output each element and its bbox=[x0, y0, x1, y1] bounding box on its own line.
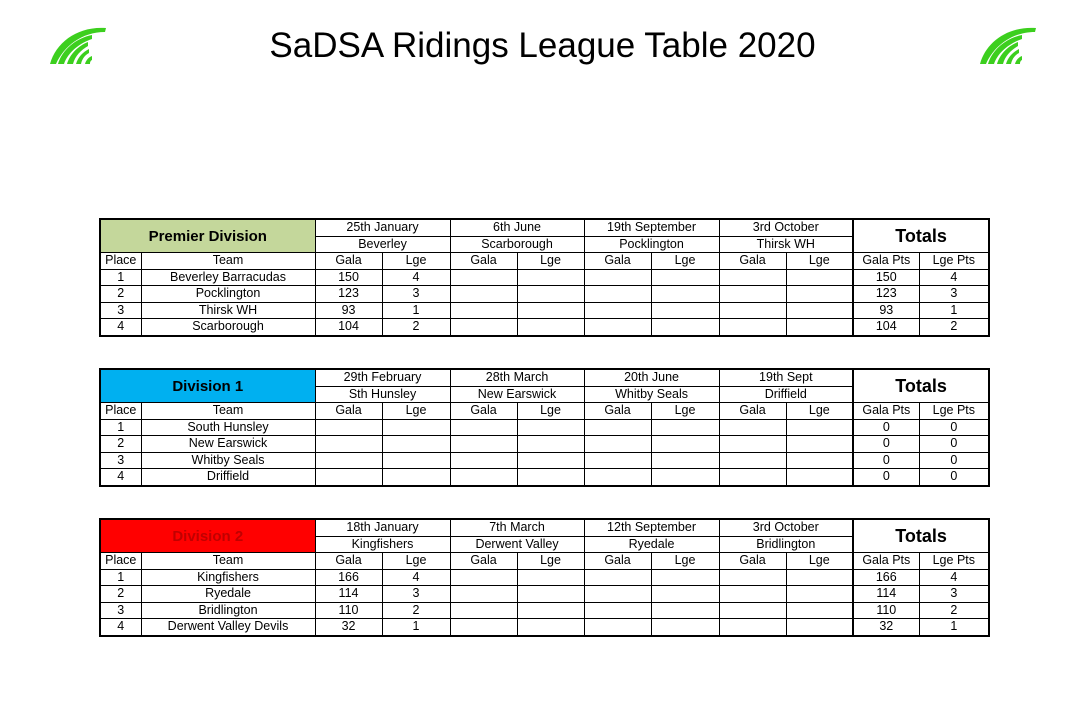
lge-cell: 2 bbox=[382, 319, 450, 336]
empty-cell bbox=[517, 469, 584, 486]
empty-cell bbox=[517, 286, 584, 303]
table-row bbox=[100, 569, 989, 586]
totals-header: Totals bbox=[853, 519, 989, 553]
gala-header: Gala bbox=[719, 403, 786, 420]
empty-cell bbox=[584, 436, 651, 453]
empty-cell bbox=[584, 286, 651, 303]
lge-cell: 4 bbox=[382, 269, 450, 286]
lge-pts-header: Lge Pts bbox=[919, 253, 989, 270]
lge-header: Lge bbox=[651, 403, 719, 420]
empty-cell bbox=[450, 286, 517, 303]
gala-cell bbox=[315, 469, 382, 486]
empty-cell bbox=[786, 602, 853, 619]
team-header: Team bbox=[141, 553, 315, 570]
lge-pts-cell: 0 bbox=[919, 469, 989, 486]
place-cell: 2 bbox=[100, 286, 141, 303]
team-cell: Bridlington bbox=[141, 602, 315, 619]
empty-cell bbox=[719, 452, 786, 469]
gala-header: Gala bbox=[719, 253, 786, 270]
empty-cell bbox=[517, 619, 584, 636]
place-cell: 1 bbox=[100, 569, 141, 586]
lge-cell: 2 bbox=[382, 602, 450, 619]
empty-cell bbox=[584, 586, 651, 603]
empty-cell bbox=[450, 452, 517, 469]
event-venue: Pocklington bbox=[584, 236, 719, 253]
gala-header: Gala bbox=[315, 253, 382, 270]
empty-cell bbox=[517, 269, 584, 286]
place-header: Place bbox=[100, 553, 141, 570]
table-row bbox=[100, 469, 989, 486]
empty-cell bbox=[651, 319, 719, 336]
table-row bbox=[100, 619, 989, 636]
empty-cell bbox=[450, 319, 517, 336]
table-row bbox=[100, 286, 989, 303]
empty-cell bbox=[517, 419, 584, 436]
table-row bbox=[100, 302, 989, 319]
table-row bbox=[100, 419, 989, 436]
place-cell: 3 bbox=[100, 302, 141, 319]
empty-cell bbox=[651, 586, 719, 603]
empty-cell bbox=[786, 319, 853, 336]
empty-cell bbox=[450, 619, 517, 636]
lge-header: Lge bbox=[651, 253, 719, 270]
empty-cell bbox=[651, 452, 719, 469]
event-venue: Derwent Valley bbox=[450, 536, 584, 553]
lge-pts-cell: 0 bbox=[919, 419, 989, 436]
gala-cell: 110 bbox=[315, 602, 382, 619]
gala-pts-cell: 93 bbox=[853, 302, 919, 319]
gala-cell: 32 bbox=[315, 619, 382, 636]
event-venue: Beverley bbox=[315, 236, 450, 253]
empty-cell bbox=[450, 302, 517, 319]
empty-cell bbox=[584, 269, 651, 286]
event-venue: Driffield bbox=[719, 386, 853, 403]
empty-cell bbox=[786, 286, 853, 303]
empty-cell bbox=[584, 619, 651, 636]
lge-header: Lge bbox=[382, 553, 450, 570]
empty-cell bbox=[450, 436, 517, 453]
div2-table bbox=[99, 518, 990, 637]
empty-cell bbox=[517, 586, 584, 603]
empty-cell bbox=[517, 302, 584, 319]
empty-cell bbox=[719, 419, 786, 436]
lge-cell bbox=[382, 436, 450, 453]
lge-cell bbox=[382, 419, 450, 436]
premier-table bbox=[99, 218, 990, 337]
empty-cell bbox=[719, 436, 786, 453]
lge-header: Lge bbox=[786, 253, 853, 270]
empty-cell bbox=[517, 602, 584, 619]
empty-cell bbox=[651, 419, 719, 436]
place-cell: 2 bbox=[100, 436, 141, 453]
lge-pts-cell: 2 bbox=[919, 319, 989, 336]
gala-pts-cell: 32 bbox=[853, 619, 919, 636]
empty-cell bbox=[450, 269, 517, 286]
gala-header: Gala bbox=[450, 403, 517, 420]
lge-pts-cell: 2 bbox=[919, 602, 989, 619]
gala-pts-cell: 110 bbox=[853, 602, 919, 619]
gala-cell bbox=[315, 452, 382, 469]
lge-cell: 4 bbox=[382, 569, 450, 586]
table-row bbox=[100, 436, 989, 453]
gala-cell: 114 bbox=[315, 586, 382, 603]
table-row bbox=[100, 269, 989, 286]
empty-cell bbox=[786, 302, 853, 319]
gala-header: Gala bbox=[315, 553, 382, 570]
division-name: Premier Division bbox=[100, 219, 315, 253]
empty-cell bbox=[584, 602, 651, 619]
team-cell: New Earswick bbox=[141, 436, 315, 453]
event-date: 19th September bbox=[584, 219, 719, 236]
lge-cell bbox=[382, 469, 450, 486]
team-cell: Ryedale bbox=[141, 586, 315, 603]
event-venue: Scarborough bbox=[450, 236, 584, 253]
empty-cell bbox=[450, 419, 517, 436]
empty-cell bbox=[584, 302, 651, 319]
gala-pts-cell: 166 bbox=[853, 569, 919, 586]
empty-cell bbox=[651, 569, 719, 586]
gala-header: Gala bbox=[450, 553, 517, 570]
team-cell: Beverley Barracudas bbox=[141, 269, 315, 286]
division-name: Division 1 bbox=[100, 369, 315, 403]
empty-cell bbox=[786, 586, 853, 603]
table-row bbox=[100, 452, 989, 469]
event-venue: Ryedale bbox=[584, 536, 719, 553]
empty-cell bbox=[719, 586, 786, 603]
gala-header: Gala bbox=[584, 253, 651, 270]
empty-cell bbox=[584, 419, 651, 436]
empty-cell bbox=[651, 602, 719, 619]
place-header: Place bbox=[100, 253, 141, 270]
empty-cell bbox=[450, 469, 517, 486]
empty-cell bbox=[584, 569, 651, 586]
empty-cell bbox=[719, 319, 786, 336]
place-cell: 4 bbox=[100, 619, 141, 636]
team-cell: Pocklington bbox=[141, 286, 315, 303]
lge-header: Lge bbox=[517, 403, 584, 420]
lge-cell: 1 bbox=[382, 302, 450, 319]
event-venue: Whitby Seals bbox=[584, 386, 719, 403]
event-date: 19th Sept bbox=[719, 369, 853, 386]
lge-header: Lge bbox=[517, 253, 584, 270]
gala-pts-cell: 0 bbox=[853, 419, 919, 436]
lge-header: Lge bbox=[517, 553, 584, 570]
event-date: 20th June bbox=[584, 369, 719, 386]
place-cell: 1 bbox=[100, 269, 141, 286]
empty-cell bbox=[786, 452, 853, 469]
empty-cell bbox=[651, 286, 719, 303]
team-cell: Driffield bbox=[141, 469, 315, 486]
division-name: Division 2 bbox=[100, 519, 315, 553]
gala-pts-header: Gala Pts bbox=[853, 253, 919, 270]
empty-cell bbox=[786, 619, 853, 636]
empty-cell bbox=[719, 569, 786, 586]
gala-cell: 104 bbox=[315, 319, 382, 336]
gala-pts-cell: 150 bbox=[853, 269, 919, 286]
team-cell: South Hunsley bbox=[141, 419, 315, 436]
event-venue: Sth Hunsley bbox=[315, 386, 450, 403]
team-cell: Thirsk WH bbox=[141, 302, 315, 319]
event-date: 7th March bbox=[450, 519, 584, 536]
lge-cell: 3 bbox=[382, 586, 450, 603]
place-cell: 4 bbox=[100, 319, 141, 336]
empty-cell bbox=[517, 569, 584, 586]
empty-cell bbox=[651, 436, 719, 453]
gala-pts-cell: 123 bbox=[853, 286, 919, 303]
event-date: 3rd October bbox=[719, 519, 853, 536]
empty-cell bbox=[719, 286, 786, 303]
lge-pts-header: Lge Pts bbox=[919, 403, 989, 420]
empty-cell bbox=[517, 452, 584, 469]
gala-header: Gala bbox=[584, 403, 651, 420]
totals-header: Totals bbox=[853, 219, 989, 253]
team-header: Team bbox=[141, 403, 315, 420]
lge-pts-cell: 3 bbox=[919, 586, 989, 603]
lge-pts-cell: 1 bbox=[919, 619, 989, 636]
empty-cell bbox=[517, 436, 584, 453]
event-date: 3rd October bbox=[719, 219, 853, 236]
table-row bbox=[100, 586, 989, 603]
event-date: 25th January bbox=[315, 219, 450, 236]
lge-header: Lge bbox=[651, 553, 719, 570]
empty-cell bbox=[719, 302, 786, 319]
empty-cell bbox=[450, 586, 517, 603]
empty-cell bbox=[584, 452, 651, 469]
place-cell: 4 bbox=[100, 469, 141, 486]
gala-cell bbox=[315, 436, 382, 453]
gala-header: Gala bbox=[315, 403, 382, 420]
empty-cell bbox=[450, 569, 517, 586]
gala-cell: 123 bbox=[315, 286, 382, 303]
lge-pts-header: Lge Pts bbox=[919, 553, 989, 570]
gala-pts-cell: 0 bbox=[853, 469, 919, 486]
lge-header: Lge bbox=[786, 403, 853, 420]
team-cell: Derwent Valley Devils bbox=[141, 619, 315, 636]
lge-pts-cell: 3 bbox=[919, 286, 989, 303]
place-cell: 3 bbox=[100, 452, 141, 469]
place-cell: 2 bbox=[100, 586, 141, 603]
table-row bbox=[100, 602, 989, 619]
empty-cell bbox=[719, 619, 786, 636]
empty-cell bbox=[719, 469, 786, 486]
event-venue: Kingfishers bbox=[315, 536, 450, 553]
event-date: 29th February bbox=[315, 369, 450, 386]
lge-header: Lge bbox=[382, 403, 450, 420]
empty-cell bbox=[719, 602, 786, 619]
empty-cell bbox=[786, 436, 853, 453]
empty-cell bbox=[584, 469, 651, 486]
lge-header: Lge bbox=[382, 253, 450, 270]
place-header: Place bbox=[100, 403, 141, 420]
lge-pts-cell: 0 bbox=[919, 436, 989, 453]
place-cell: 3 bbox=[100, 602, 141, 619]
lge-pts-cell: 0 bbox=[919, 452, 989, 469]
table-row bbox=[100, 319, 989, 336]
empty-cell bbox=[786, 569, 853, 586]
gala-pts-cell: 0 bbox=[853, 452, 919, 469]
event-venue: New Earswick bbox=[450, 386, 584, 403]
event-date: 6th June bbox=[450, 219, 584, 236]
empty-cell bbox=[584, 319, 651, 336]
empty-cell bbox=[719, 269, 786, 286]
empty-cell bbox=[786, 419, 853, 436]
gala-header: Gala bbox=[450, 253, 517, 270]
team-cell: Whitby Seals bbox=[141, 452, 315, 469]
gala-pts-cell: 114 bbox=[853, 586, 919, 603]
empty-cell bbox=[651, 619, 719, 636]
gala-header: Gala bbox=[584, 553, 651, 570]
gala-cell bbox=[315, 419, 382, 436]
empty-cell bbox=[651, 469, 719, 486]
lge-pts-cell: 1 bbox=[919, 302, 989, 319]
gala-pts-cell: 0 bbox=[853, 436, 919, 453]
gala-header: Gala bbox=[719, 553, 786, 570]
team-header: Team bbox=[141, 253, 315, 270]
gala-pts-header: Gala Pts bbox=[853, 553, 919, 570]
event-venue: Thirsk WH bbox=[719, 236, 853, 253]
totals-header: Totals bbox=[853, 369, 989, 403]
team-cell: Scarborough bbox=[141, 319, 315, 336]
lge-header: Lge bbox=[786, 553, 853, 570]
place-cell: 1 bbox=[100, 419, 141, 436]
team-cell: Kingfishers bbox=[141, 569, 315, 586]
gala-pts-cell: 104 bbox=[853, 319, 919, 336]
gala-cell: 150 bbox=[315, 269, 382, 286]
page-title: SaDSA Ridings League Table 2020 bbox=[269, 26, 816, 65]
div1-table bbox=[99, 368, 990, 487]
lge-cell: 3 bbox=[382, 286, 450, 303]
empty-cell bbox=[786, 469, 853, 486]
empty-cell bbox=[786, 269, 853, 286]
empty-cell bbox=[450, 602, 517, 619]
gala-cell: 166 bbox=[315, 569, 382, 586]
lge-cell: 1 bbox=[382, 619, 450, 636]
gala-pts-header: Gala Pts bbox=[853, 403, 919, 420]
event-date: 28th March bbox=[450, 369, 584, 386]
lge-pts-cell: 4 bbox=[919, 569, 989, 586]
event-venue: Bridlington bbox=[719, 536, 853, 553]
empty-cell bbox=[651, 269, 719, 286]
lge-pts-cell: 4 bbox=[919, 269, 989, 286]
empty-cell bbox=[517, 319, 584, 336]
empty-cell bbox=[651, 302, 719, 319]
event-date: 12th September bbox=[584, 519, 719, 536]
gala-cell: 93 bbox=[315, 302, 382, 319]
lge-cell bbox=[382, 452, 450, 469]
event-date: 18th January bbox=[315, 519, 450, 536]
